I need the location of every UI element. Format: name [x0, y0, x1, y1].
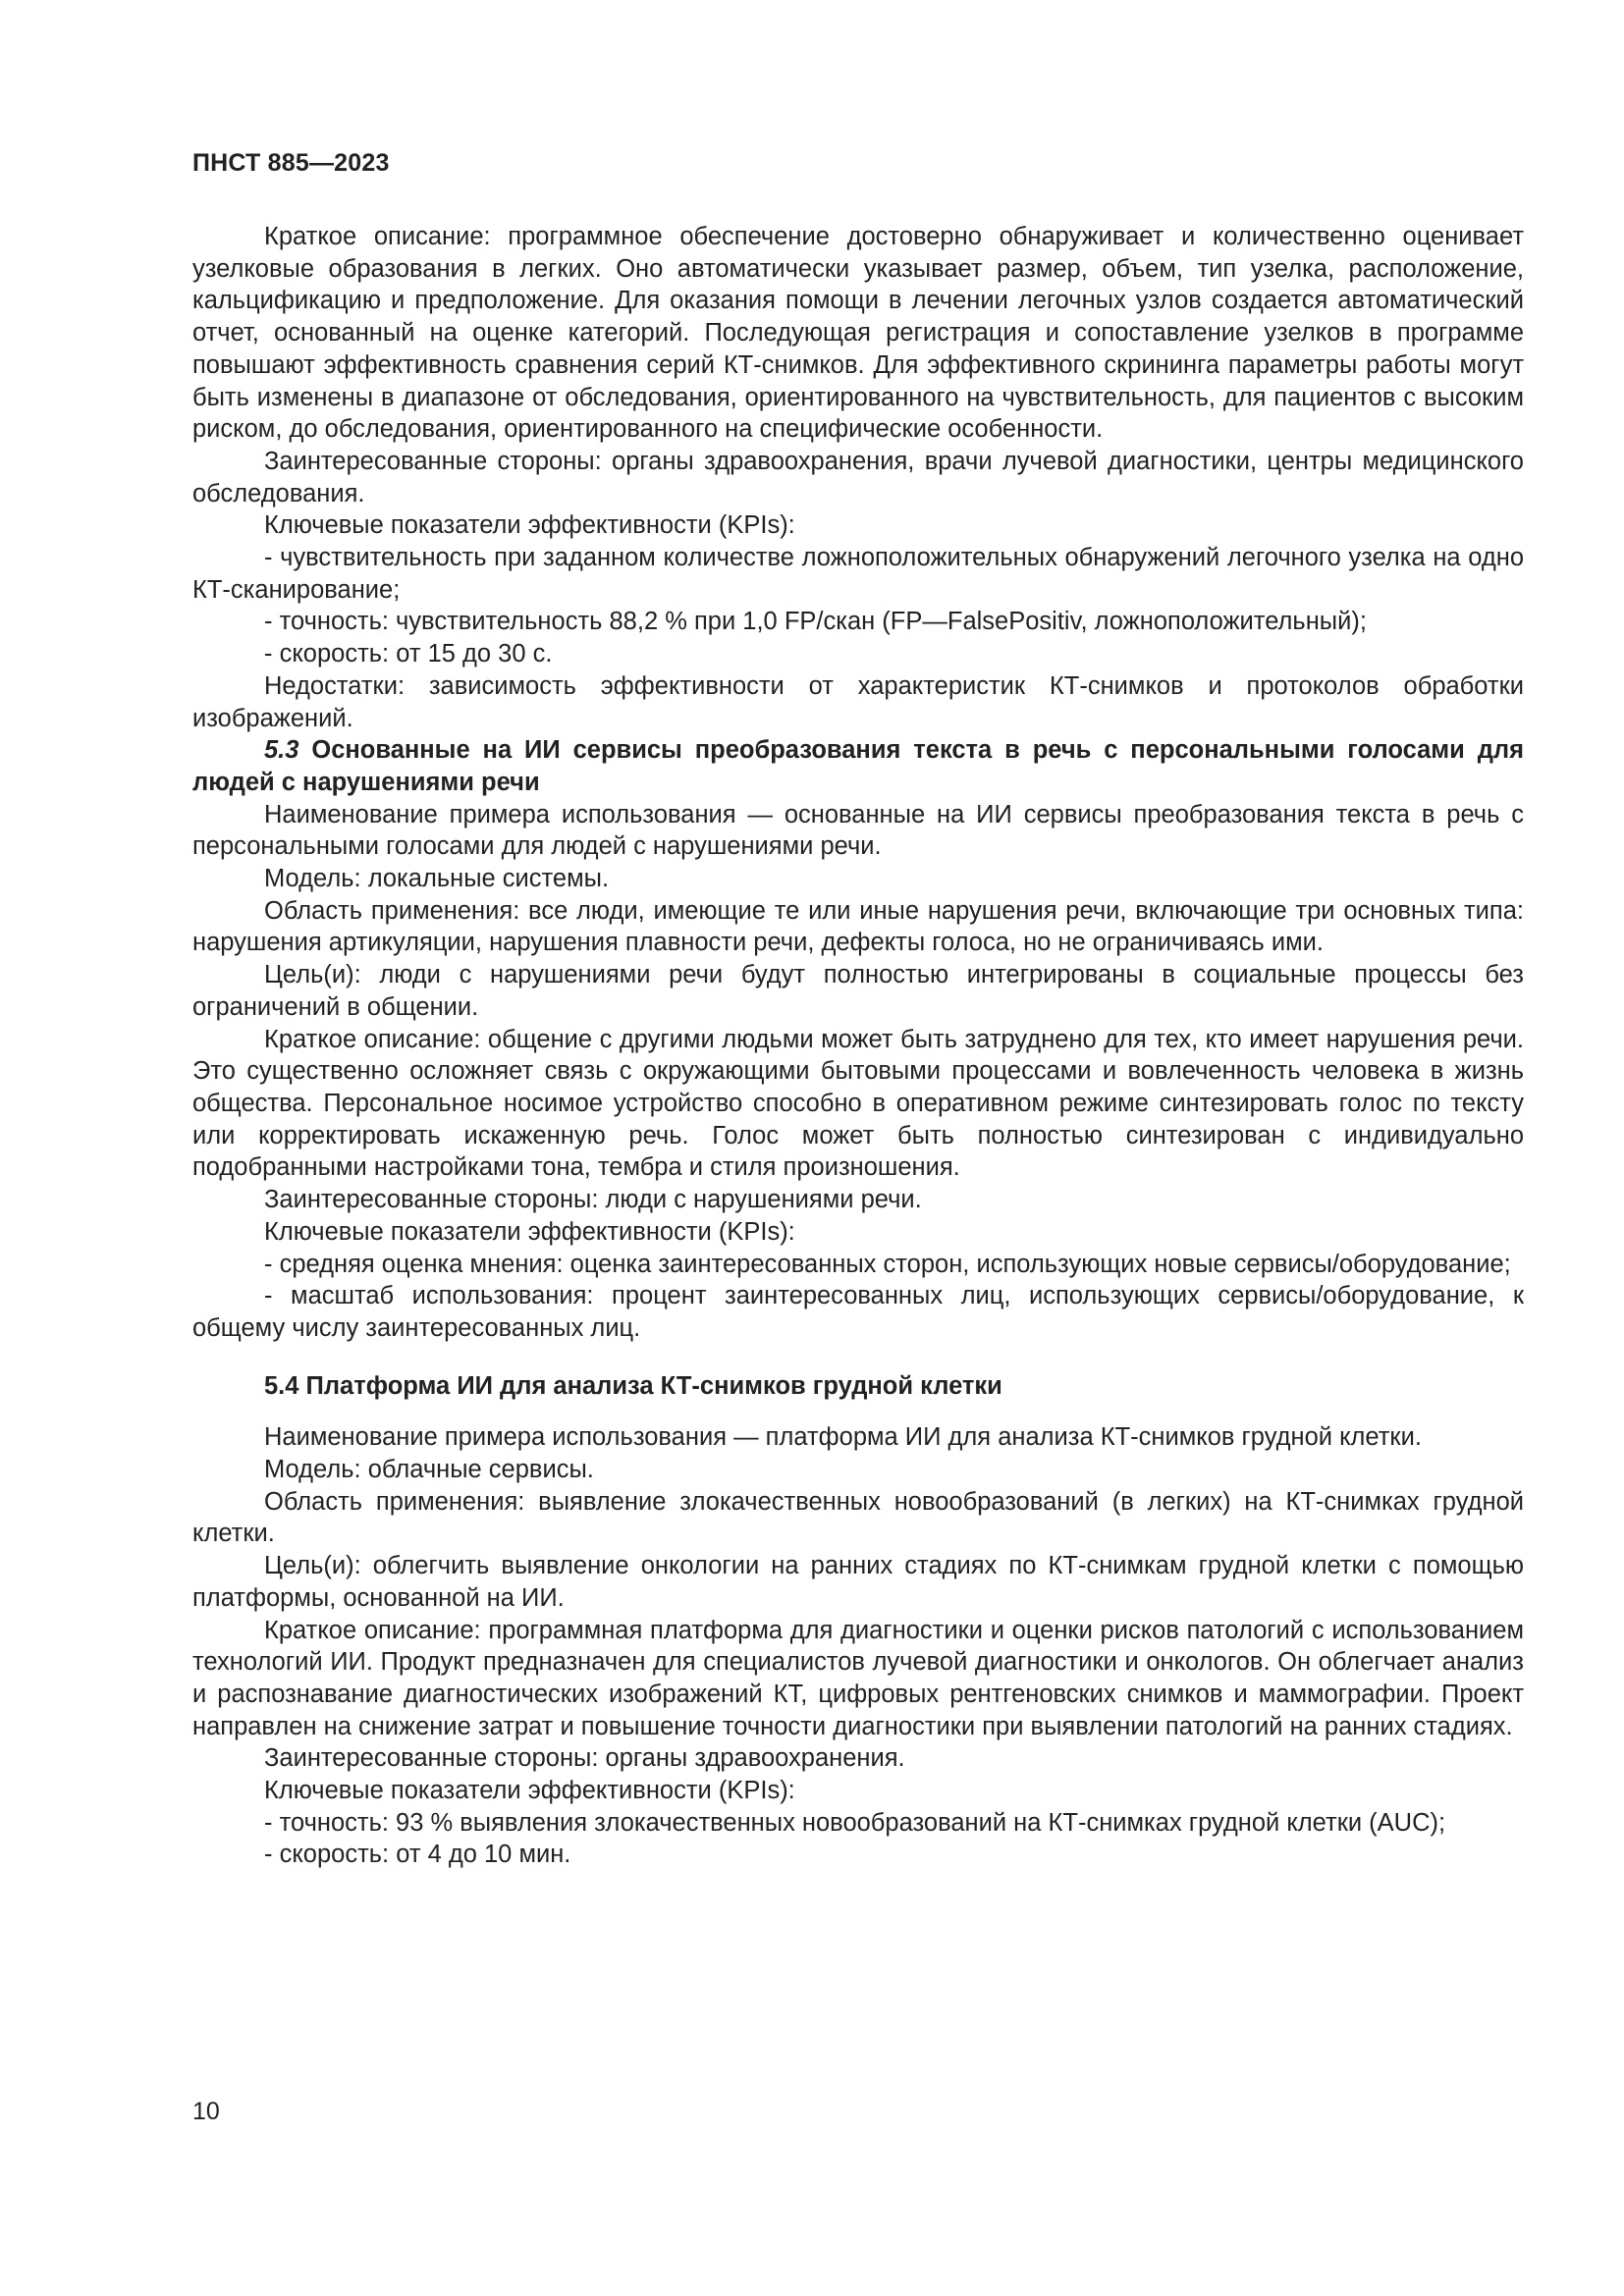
- paragraph: - чувствительность при заданном количестве ложноположительных обнаружений легочного узелка на одно КТ-сканирование;: [192, 544, 1524, 604]
- paragraph: Модель: облачные сервисы.: [264, 1456, 594, 1484]
- paragraph: Заинтересованные стороны: органы здравоохранения.: [264, 1744, 905, 1773]
- paragraph: - точность: 93 % выявления злокачественных новообразований на КТ-снимках грудной клетки (AUC);: [264, 1808, 1446, 1837]
- paragraph: Область применения: выявление злокачественных новообразований (в легких) на КТ-снимках грудной клетки.: [192, 1487, 1524, 1548]
- paragraph: Ключевые показатели эффективности (KPIs):: [264, 1217, 795, 1246]
- paragraph: Заинтересованные стороны: люди с нарушениями речи.: [264, 1186, 922, 1214]
- paragraph: Ключевые показатели эффективности (KPIs):: [264, 1777, 795, 1805]
- paragraph: Область применения: все люди, имеющие те или иные нарушения речи, включающие три основных типа: нарушения артикуляции, нарушения плавности речи, дефекты голоса, но не ограничиваясь ими.: [192, 896, 1524, 957]
- paragraph: - скорость: от 15 до 30 с.: [264, 640, 553, 668]
- paragraph: - точность: чувствительность 88,2 % при 1,0 FP/скан (FP—FalsePositiv, ложноположительный);: [264, 608, 1367, 636]
- paragraph: - скорость: от 4 до 10 мин.: [264, 1841, 571, 1869]
- section-heading-5-4: 5.4 Платформа ИИ для анализа КТ-снимков грудной клетки: [264, 1371, 1002, 1400]
- paragraph: Наименование примера использования — основанные на ИИ сервисы преобразования текста в речь с персональными голосами для людей с нарушениями речи.: [192, 800, 1524, 861]
- document-header: ПНСТ 885—2023: [192, 149, 390, 177]
- document-body: [192, 221, 1524, 1871]
- paragraph: Недостатки: зависимость эффективности от характеристик КТ-снимков и протоколов обработки изображений.: [192, 671, 1524, 732]
- paragraph: Краткое описание: программное обеспечение достоверно обнаруживает и количественно оценивает узелковые образования в легких. Оно автоматически указывает размер, объем, тип узелка, расположение, кальцификацию и предположение. Для оказания помощи в лечении легочных узлов создается автоматический отчет, основанный на оценке категорий. Последующая регистрация и сопоставление узелков в программе повышают эффективность сравнения серий КТ-снимков. Для эффективного скрининга параметры работы могут быть изменены в диапазоне от обследования, ориентированного на чувствительность, для пациентов с высоким риском, до обследования, ориентированного на специфические особенности.: [192, 223, 1524, 444]
- paragraph: - масштаб использования: процент заинтересованных лиц, использующих сервисы/оборудование, к общему числу заинтересованных лиц.: [192, 1282, 1524, 1342]
- section-title-text: Основанные на ИИ сервисы преобразования текста в речь с персональными голосами для людей с нарушениями речи: [192, 736, 1524, 796]
- paragraph: Цель(и): облегчить выявление онкологии на ранних стадиях по КТ-снимкам грудной клетки с помощью платформы, основанной на ИИ.: [192, 1552, 1524, 1612]
- paragraph: Краткое описание: общение с другими людьми может быть затруднено для тех, кто имеет нарушения речи. Это существенно осложняет связь с окружающими бытовыми процессами и вовлеченность человека в жизнь общества. Персональное носимое устройство способно в оперативном режиме синтезировать голос по тексту или корректировать искаженную речь. Голос может быть полностью синтезирован с индивидуально подобранными настройками тона, тембра и стиля произношения.: [192, 1025, 1524, 1182]
- paragraph: Ключевые показатели эффективности (KPIs):: [264, 511, 795, 540]
- section-number: 5.3: [264, 736, 299, 765]
- section-heading-5-3: [192, 734, 1524, 798]
- paragraph: Заинтересованные стороны: органы здравоохранения, врачи лучевой диагностики, центры медицинского обследования.: [192, 447, 1524, 507]
- page-number: 10: [192, 2098, 220, 2125]
- paragraph: Цель(и): люди с нарушениями речи будут полностью интегрированы в социальные процессы без ограничений в общении.: [192, 961, 1524, 1021]
- paragraph: - средняя оценка мнения: оценка заинтересованных сторон, использующих новые сервисы/оборудование;: [264, 1250, 1511, 1278]
- paragraph: Модель: локальные системы.: [264, 865, 610, 893]
- paragraph: Краткое описание: программная платформа для диагностики и оценки рисков патологий с использованием технологий ИИ. Продукт предназначен для специалистов лучевой диагностики и онкологов. Он облегчает анализ и распознавание диагностических изображений КТ, цифровых рентгеновских снимков и маммографии. Проект направлен на снижение затрат и повышение точности диагностики при выявлении патологий на ранних стадиях.: [192, 1616, 1524, 1740]
- paragraph: Наименование примера использования — платформа ИИ для анализа КТ-снимков грудной клетки.: [264, 1423, 1422, 1452]
